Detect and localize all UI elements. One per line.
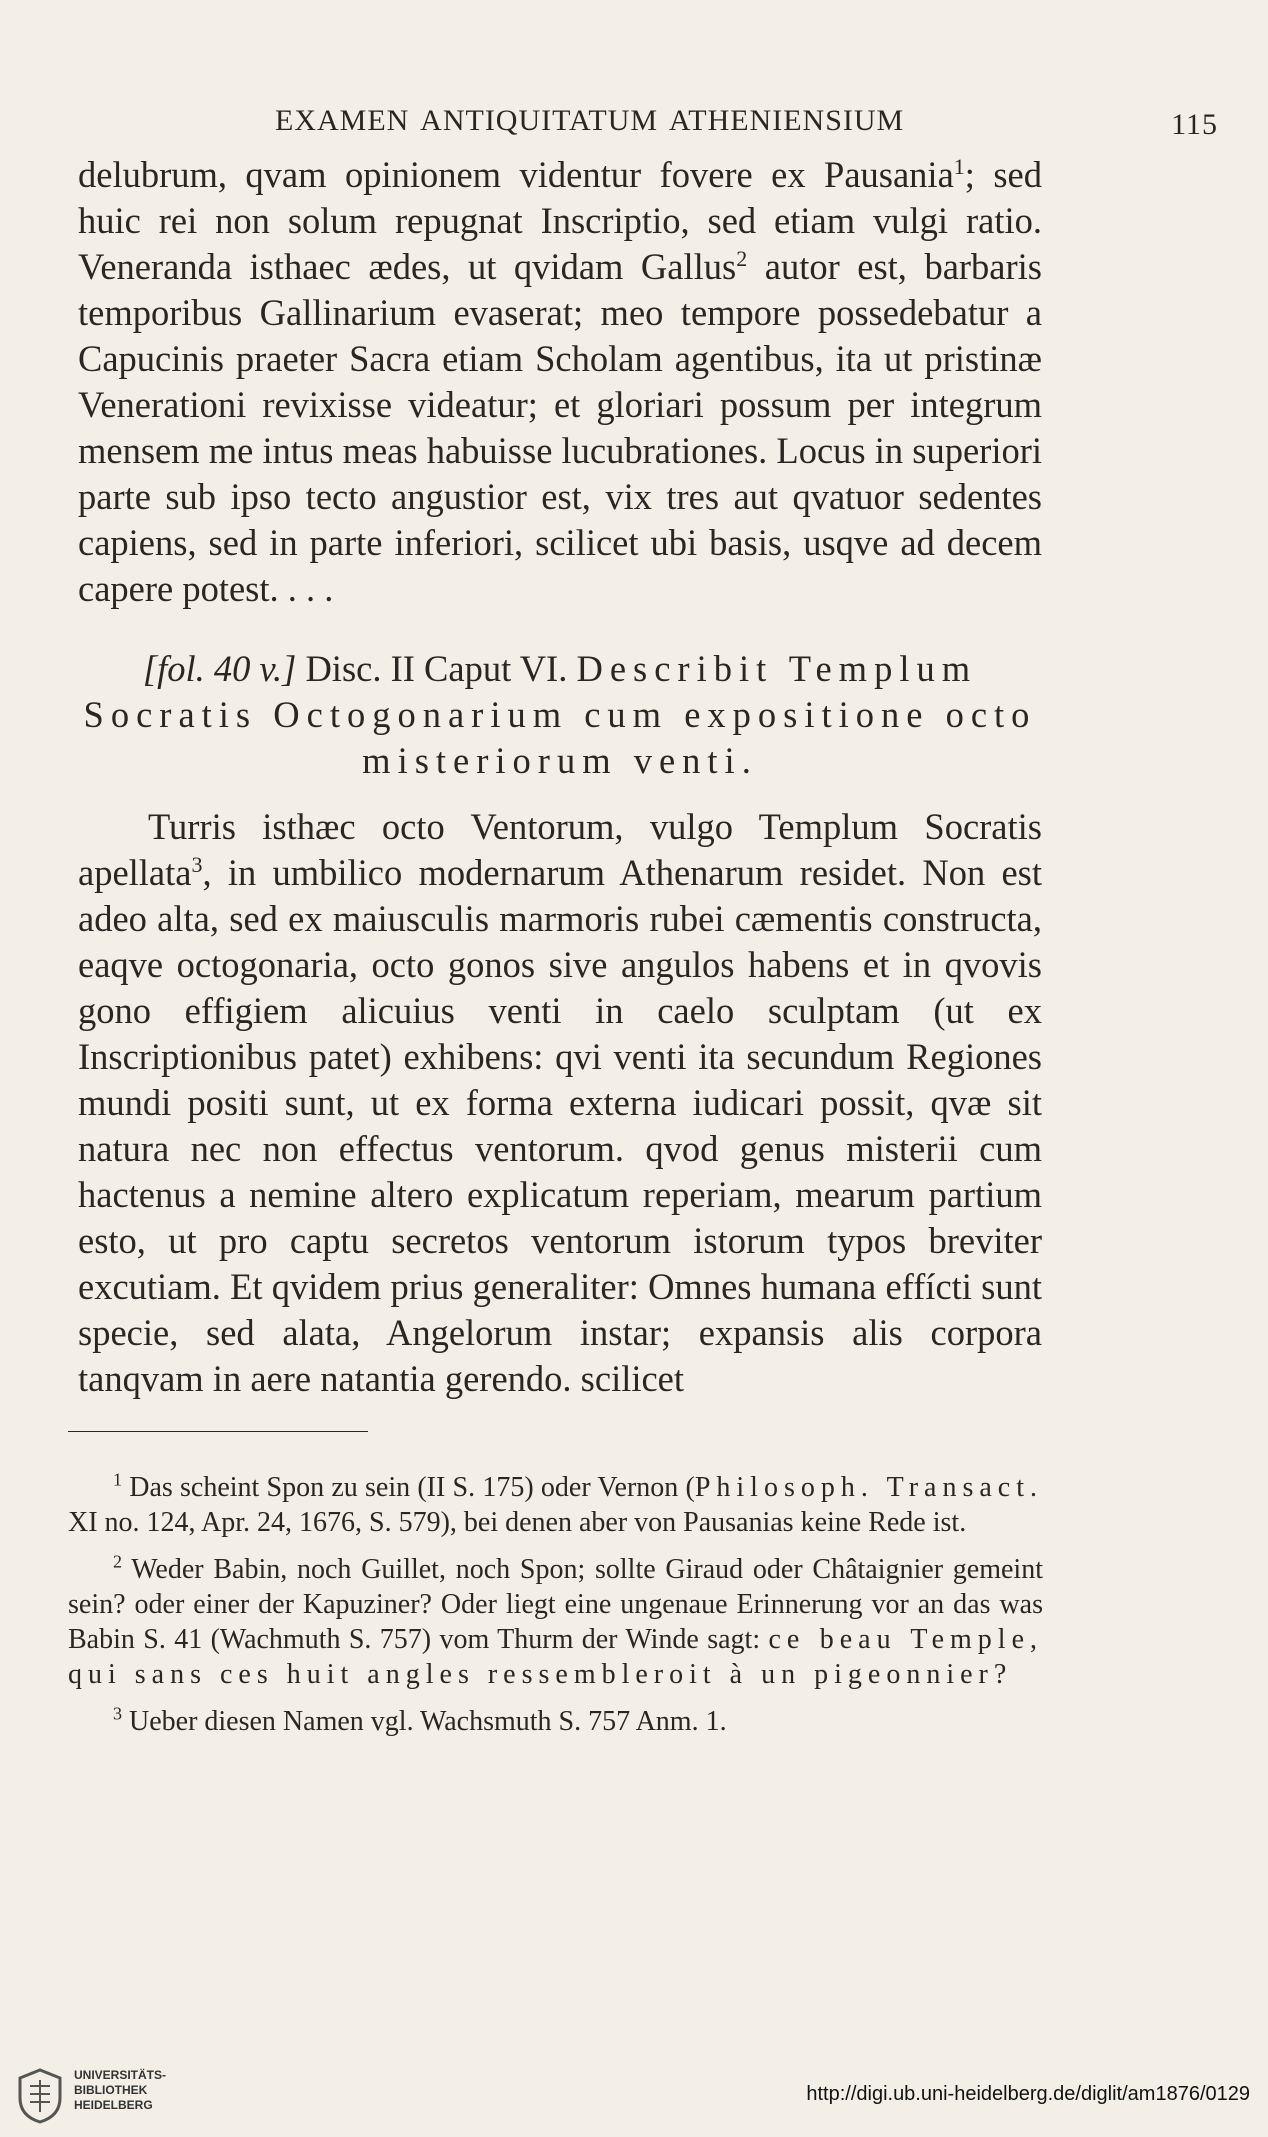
page-number: 115 xyxy=(1171,108,1218,141)
rubric-heading-a: Describit Templum Socratis Octogonarium cum expositione octo xyxy=(83,648,1037,735)
footnote-3-text: Ueber diesen Namen vgl. Wachsmuth S. 757 Anm. 1. xyxy=(129,1706,727,1737)
footnote-ref-2: 2 xyxy=(736,245,748,271)
rubric-heading-b: misteriorum venti. xyxy=(362,740,758,781)
running-title: EXAMEN ANTIQUITATUM ATHENIENSIUM xyxy=(275,104,905,137)
footnote-1-spaced: Philosoph. Transact. xyxy=(694,1472,1043,1503)
paragraph-2-text-b: , in umbilico modernarum Athenarum residet. Non est adeo alta, sed ex maiusculis marmoris rubei cæmentis constructa, eaqve octogonaria, octo gonos sive angulos habens et in qvovis gono effigiem alicuius venti in caelo sculptam (ut ex Inscriptionibus patet) exhibens: qvi venti ita secundum Regiones mundi positi sunt, ut ex forma externa iudicari possit, qvæ sit natura nec non effectus ventorum. qvod genus misterii cum hactenus a nemine altero explicatum reperiam, mearum partium esto, ut pro captu secretos ventorum istorum typos breviter excutiam. Et qvidem prius generaliter: Omnes humana effícti sunt specie, sed alata, Angelorum instar; expansis alis corpora tanqvam in aere natantia gerendo. scilicet xyxy=(78,852,1042,1399)
library-name xyxy=(74,2068,166,2113)
chapter-label: Disc. II Caput VI. xyxy=(305,648,568,689)
footnote-1-text-b: XI no. 124, Apr. 24, 1676, S. 579), bei denen aber von Pausanias keine Rede ist. xyxy=(68,1507,967,1538)
library-name-line-2: BIBLIOTHEK xyxy=(74,2083,148,2097)
footnote-3 xyxy=(68,1704,1043,1739)
footnote-ref-1: 1 xyxy=(953,153,965,179)
paragraph-1-text-a: delubrum, qvam opinionem videntur fovere ex Pausania xyxy=(78,154,954,195)
footnote-2 xyxy=(68,1552,1043,1692)
footnote-1 xyxy=(68,1470,1043,1540)
footnote-2-spaced: ce beau Temple, qui sans ces huit angles ressembleroit à un pigeonnier? xyxy=(68,1624,1043,1690)
library-seal-icon xyxy=(14,2068,66,2124)
library-logo[interactable] xyxy=(14,2068,194,2128)
folio-reference: [fol. 40 v.] xyxy=(142,648,297,689)
footnotes xyxy=(68,1470,1043,1751)
footnote-1-text-a: Das scheint Spon zu sein (II S. 175) oder Vernon ( xyxy=(129,1472,695,1503)
footnote-2-text-a: Weder Babin, noch Guillet, noch Spon; sollte Giraud oder Châtaignier gemeint sein? oder einer der Kapuziner? Oder liegt eine ungenaue Erinnerung vor an das was Babin S. 41 (Wachmuth S. 757) vom Thurm der Winde sagt: xyxy=(68,1554,1043,1655)
footnote-divider xyxy=(68,1431,368,1432)
paragraph-2-text-a: Turris isthæc octo Ventorum, vulgo Templum Socratis apellata xyxy=(78,806,1042,893)
footnote-mark-3: 3 xyxy=(113,1703,122,1724)
footnote-mark-1: 1 xyxy=(113,1469,122,1490)
library-name-line-3: HEIDELBERG xyxy=(74,2098,153,2112)
paragraph-1-text-b: ; sed huic rei non solum repugnat Inscriptio, sed etiam vulgi ratio. Veneranda isthaec ædes, ut qvidam Gallus xyxy=(78,154,1042,287)
paragraph-1-text-c: autor est, barbaris temporibus Gallinarium evaserat; meo tempore possedebatur a Capucinis praeter Sacra etiam Scholam agentibus, ita ut pristinæ Venerationi revixisse videatur; et gloriari possum per integrum mensem me intus meas habuisse lucubrationes. Locus in superiori parte sub ipso tecto angustior est, vix tres aut qvatuor sedentes capiens, sed in parte inferiori, scilicet ubi basis, usqve ad decem capere potest. . . . xyxy=(78,246,1043,609)
footnote-mark-2: 2 xyxy=(113,1551,122,1572)
library-name-line-1: UNIVERSITÄTS- xyxy=(74,2068,167,2082)
main-text xyxy=(78,152,1042,1402)
source-url-link[interactable]: http://digi.ub.uni-heidelberg.de/diglit/am1876/0129 xyxy=(806,2083,1250,2105)
paragraph-1 xyxy=(78,152,1042,612)
chapter-rubric xyxy=(78,646,1042,784)
paragraph-2 xyxy=(78,804,1042,1402)
footnote-ref-3: 3 xyxy=(191,851,203,877)
